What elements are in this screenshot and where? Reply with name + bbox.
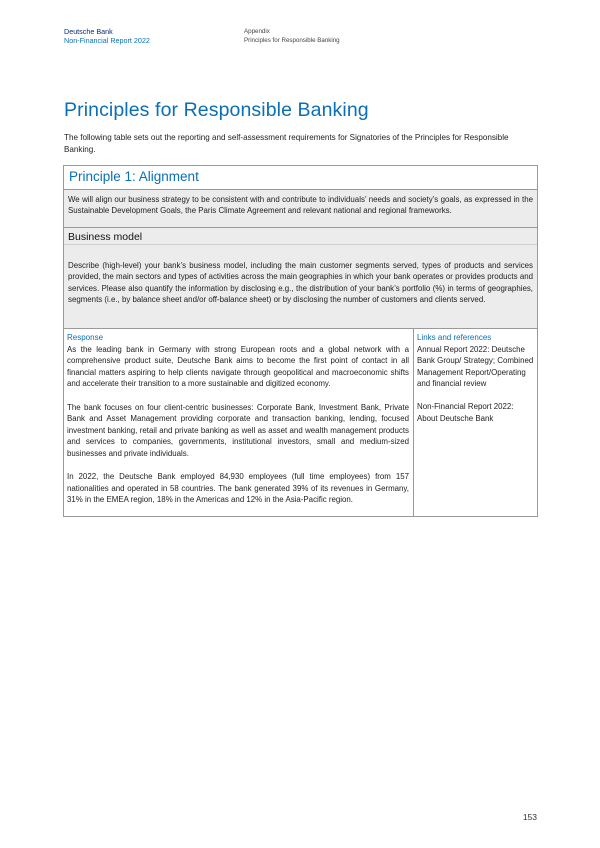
bank-name: Deutsche Bank [64,27,113,36]
principle-statement: We will align our business strategy to be consistent with and contribute to individuals’ needs and society’s goals, as expressed in the Sustainable Development Goals, the Paris Climate Agreement and relevant national and regional frameworks. [64,190,537,228]
page-number: 153 [522,812,537,822]
document-header-left [64,27,150,45]
reference-link[interactable]: Annual Report 2022: Deutsche Bank Group/ Strategy; Combined Management Report/Operating and financial review [417,344,534,388]
page-title: Principles for Responsible Banking [64,99,369,121]
response-paragraph: As the leading bank in Germany with strong European roots and a global network with a comprehensive product suite, Deutsche Bank aims to become the first point of contact in all financial matters aspiring to help clients navigate through geopolitical and macroeconomic shifts and accelerate their transition to a more sustainable and digitized economy. [67,344,409,388]
links-column [414,329,537,516]
business-model-requirement: Describe (high-level) your bank’s business model, including the main customer segments served, types of products and services provided, the main sectors and types of activities across the main geographies in which your bank operates or provides products and services. Please also quantify the information by disclosing e.g., the distribution of your bank’s portfolio (%) in terms of geographies, segments (i.e., by balance sheet and/or off-balance sheet) or by disclosing the number of customers and clients served. [64,245,537,329]
response-paragraph: In 2022, the Deutsche Bank employed 84,930 employees (full time employees) from 157 nationalities and operated in 58 countries. The bank generated 39% of its revenues in Germany, 31% in the EMEA region, 18% in the Americas and 12% in the Asia-Pacific region. [67,472,409,504]
response-paragraph: The bank focuses on four client-centric businesses: Corporate Bank, Investment Bank, Private Bank and Asset Management providing corporate and transaction banking, lending, focused investment banking, retail and private banking as well as asset and wealth management products and services to companies, governments, institutional investors, small and medium-sized businesses and private individuals. [67,402,409,458]
response-label: Response [67,333,104,342]
business-model-heading: Business model [64,228,537,245]
report-name: Non-Financial Report 2022 [64,36,150,45]
reference-link[interactable]: Non-Financial Report 2022: About Deutsche Bank [417,402,514,423]
principle-heading: Principle 1: Alignment [64,166,537,190]
links-label: Links and references [417,333,492,342]
document-header-right [244,27,340,45]
subsection-label: Principles for Responsible Banking [244,37,340,44]
principle-table [63,165,538,517]
intro-paragraph: The following table sets out the reporting and self-assessment requirements for Signatories of the Principles for Responsible Banking. [64,133,509,154]
section-label: Appendix [244,28,270,35]
response-column [64,329,414,516]
